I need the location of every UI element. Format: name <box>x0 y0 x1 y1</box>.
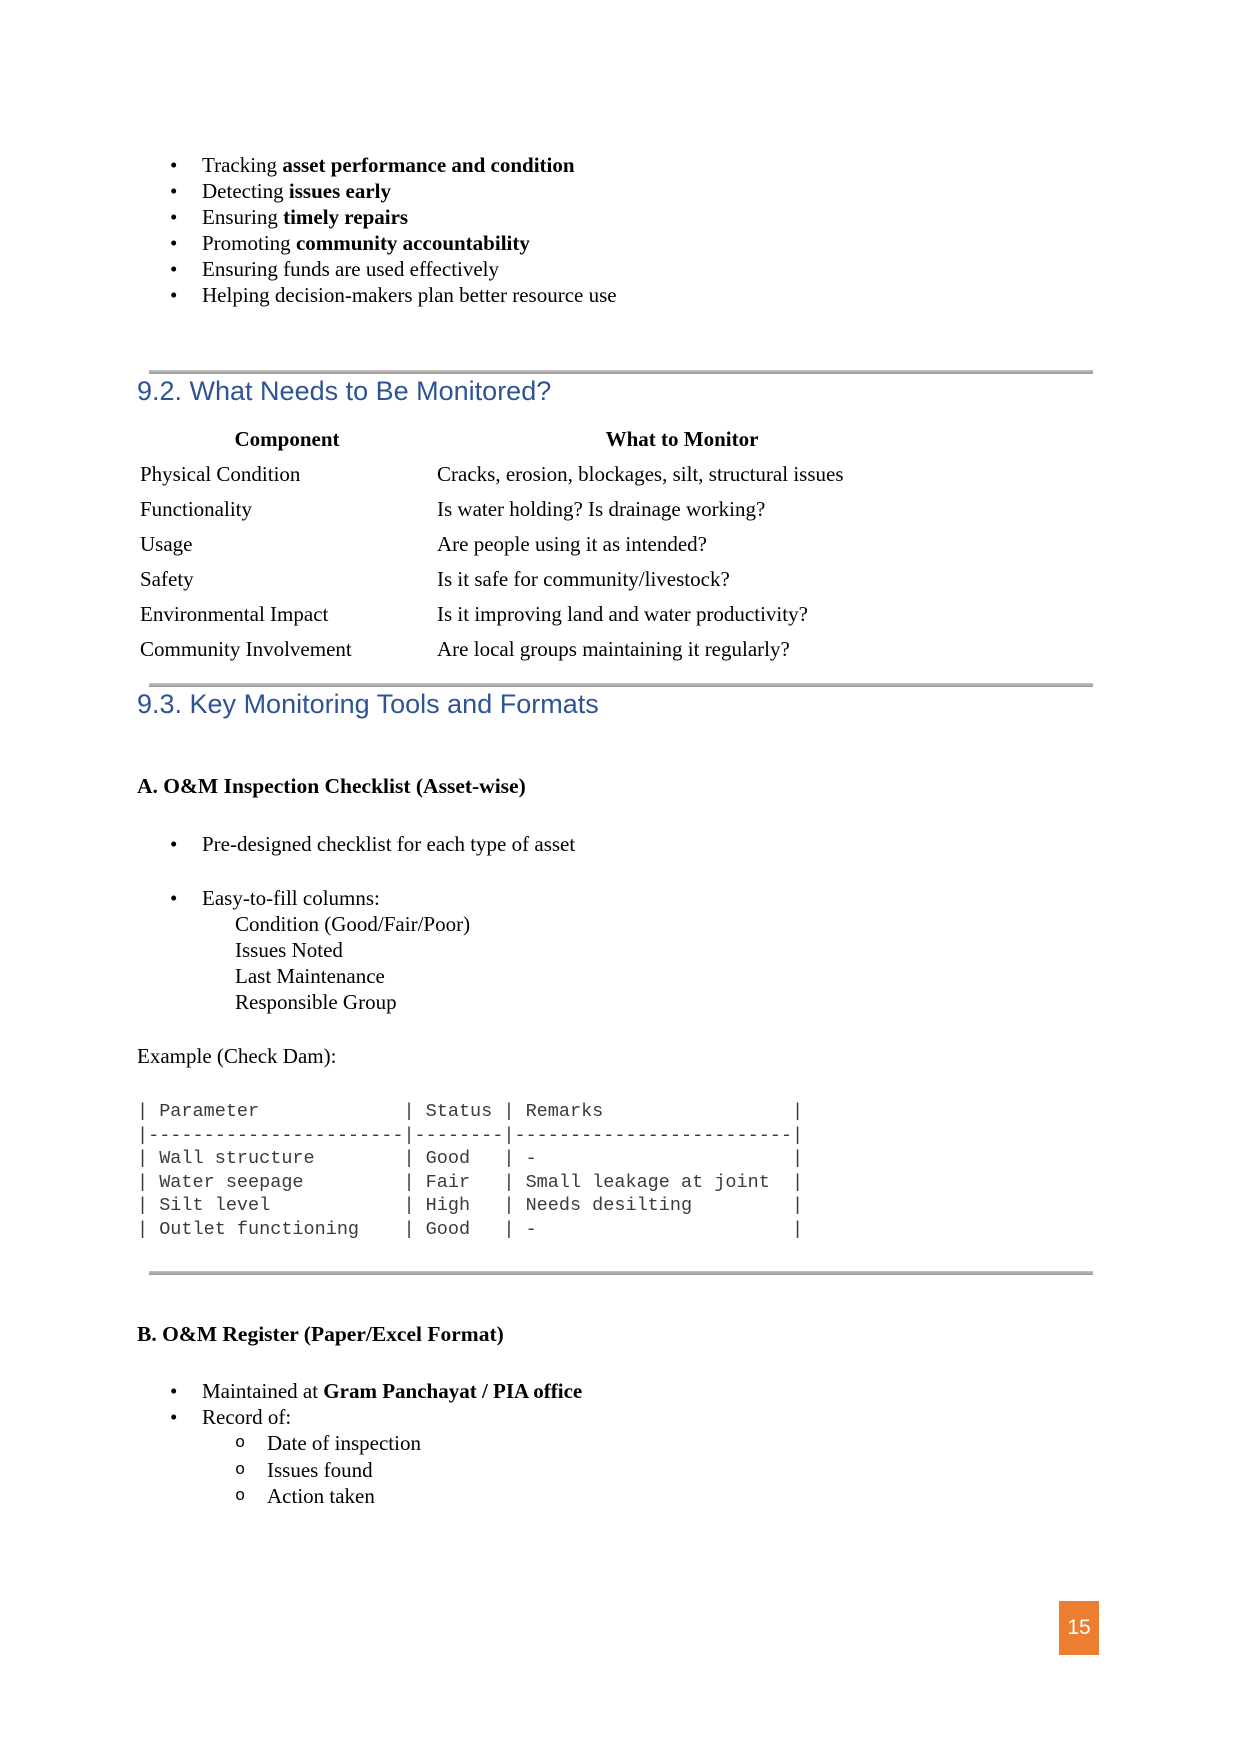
table-cell-monitor: Is it improving land and water productivity? <box>437 602 808 626</box>
list-item <box>137 1404 1093 1430</box>
bullet-icon: • <box>170 179 178 203</box>
circle-bullet-icon: o <box>235 1434 246 1453</box>
section-divider <box>149 1271 1093 1275</box>
record-sub-list <box>137 1430 1093 1510</box>
section-heading-9-3: 9.3. Key Monitoring Tools and Formats <box>137 689 599 719</box>
bullet-text: Maintained at <box>202 1379 324 1403</box>
bullet-icon: • <box>170 257 178 281</box>
subsection-a-title: A. O&M Inspection Checklist (Asset-wise) <box>137 774 526 798</box>
table-cell-component: Usage <box>140 532 193 556</box>
sub-bullet-text: Action taken <box>267 1484 375 1508</box>
example-label: Example (Check Dam): <box>137 1044 337 1068</box>
bullet-icon: • <box>170 1379 178 1403</box>
monitoring-table <box>137 422 1093 667</box>
bullet-icon: • <box>170 832 178 856</box>
sub-bullet-text: Issues found <box>267 1457 373 1482</box>
list-item <box>137 831 1093 857</box>
bullet-text-bold: asset performance and condition <box>282 153 575 177</box>
section-heading-9-2: 9.2. What Needs to Be Monitored? <box>137 376 552 406</box>
table-cell-monitor: Are local groups maintaining it regularly? <box>437 637 790 661</box>
checklist-bullet-2 <box>137 885 1093 911</box>
table-cell-component: Safety <box>140 567 194 591</box>
bullet-text-bold: issues early <box>288 179 391 203</box>
bullet-text: Ensuring funds are used effectively <box>202 257 500 281</box>
table-cell-monitor: Are people using it as intended? <box>437 532 708 556</box>
code-line: | Water seepage | Fair | Small leakage at joint | <box>137 1171 804 1193</box>
table-cell-monitor: Is it safe for community/livestock? <box>437 567 730 591</box>
list-item <box>137 230 1093 256</box>
column-item: Last Maintenance <box>235 964 385 988</box>
table-cell-component: Community Involvement <box>140 637 352 661</box>
list-item <box>137 1483 1093 1510</box>
bullet-text-bold: community accountability <box>295 231 530 255</box>
table-cell-component: Physical Condition <box>140 462 301 486</box>
bullet-text: Record of: <box>202 1405 292 1429</box>
table-cell-component: Environmental Impact <box>140 602 329 626</box>
table-header-component: Component <box>234 427 340 451</box>
list-item <box>137 152 1093 178</box>
list-item <box>137 1378 1093 1404</box>
code-line: | Parameter | Status | Remarks | <box>137 1101 804 1122</box>
code-line: | Silt level | High | Needs desilting | <box>137 1195 804 1216</box>
bullet-icon: • <box>170 1405 178 1429</box>
column-item: Condition (Good/Fair/Poor) <box>235 912 471 936</box>
bullet-text: Helping decision-makers plan better resource use <box>202 283 617 307</box>
bullet-text: Tracking <box>202 153 283 177</box>
list-item <box>137 178 1093 204</box>
intro-bullet-list <box>137 152 1093 308</box>
bullet-text-bold: Gram Panchayat / PIA office <box>323 1379 583 1403</box>
table-cell-monitor: Cracks, erosion, blockages, silt, structural issues <box>437 462 844 486</box>
table-cell-component: Functionality <box>140 497 252 521</box>
list-item <box>137 204 1093 230</box>
top-margin <box>137 0 1093 152</box>
circle-bullet-icon: o <box>235 1487 246 1506</box>
bullet-icon: • <box>170 283 178 307</box>
subsection-b-title: B. O&M Register (Paper/Excel Format) <box>137 1322 504 1346</box>
column-item: Responsible Group <box>235 990 397 1014</box>
bullet-text: Promoting <box>202 231 296 255</box>
bullet-text-bold: timely repairs <box>283 205 409 229</box>
register-bullet-list <box>137 1378 1093 1430</box>
bullet-text: Detecting <box>202 179 289 203</box>
list-item <box>137 885 1093 911</box>
circle-bullet-icon: o <box>235 1460 246 1480</box>
list-item <box>137 1430 1093 1457</box>
table-cell-monitor: Is water holding? Is drainage working? <box>437 497 766 521</box>
page-content <box>137 0 1093 1510</box>
page-number-badge: 15 <box>1059 1601 1099 1655</box>
list-item <box>137 282 1093 308</box>
bullet-icon: • <box>170 886 178 910</box>
table-header-monitor: What to Monitor <box>605 427 759 451</box>
bullet-text: Easy-to-fill columns: <box>202 886 380 910</box>
bullet-text: Pre-designed checklist for each type of asset <box>202 832 576 856</box>
bullet-icon: • <box>170 205 178 229</box>
checklist-bullet-1 <box>137 831 1093 857</box>
bullet-text: Ensuring <box>202 205 284 229</box>
bullet-icon: • <box>170 231 178 255</box>
bullet-icon: • <box>170 153 178 177</box>
list-item <box>137 256 1093 282</box>
ascii-example-table <box>137 1100 1093 1241</box>
column-item: Issues Noted <box>235 938 343 962</box>
code-line: | Wall structure | Good | - | <box>137 1148 804 1169</box>
code-line: | Outlet functioning | Good | - | <box>137 1218 804 1240</box>
list-item <box>137 1457 1093 1484</box>
code-line: |-----------------------|--------|-------------------------| <box>137 1124 804 1146</box>
sub-bullet-text: Date of inspection <box>267 1431 421 1455</box>
